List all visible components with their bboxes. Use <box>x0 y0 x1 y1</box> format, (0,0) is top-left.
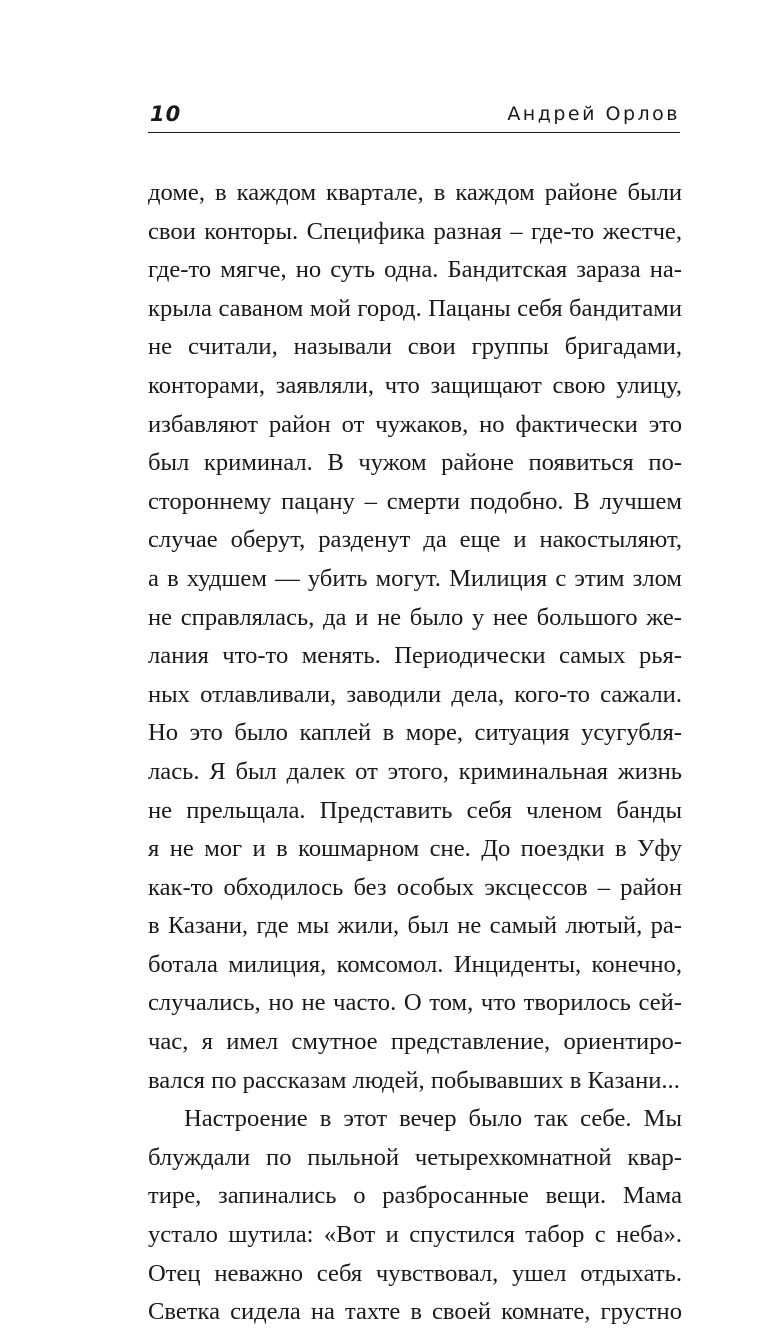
text-line: час, я имел смутное представление, ориентиро- <box>148 1028 682 1056</box>
text-line: ных отлавливали, заводили дела, кого-то сажали. <box>148 680 682 708</box>
text-line: где-то мягче, но суть одна. Бандитская зараза на- <box>148 256 682 284</box>
text-line: как-то обходилось без особых эксцессов – район <box>148 873 682 901</box>
text-line: был криминал. В чужом районе появиться по- <box>148 449 682 477</box>
text-line: устало шутила: «Вот и спустился табор с неба». <box>148 1221 682 1249</box>
text-line: Настроение в этот вечер было так себе. Мы <box>184 1105 682 1133</box>
text-line: избавляют район от чужаков, но фактически это <box>148 410 682 438</box>
text-line: свои конторы. Специфика разная – где-то жестче, <box>148 217 682 245</box>
text-line: лась. Я был далек от этого, криминальная жизнь <box>148 757 682 785</box>
text-line: я не мог и в кошмарном сне. До поездки в Уфу <box>148 835 682 863</box>
paragraph <box>148 174 682 1100</box>
text-line: случае оберут, разденут да еще и накостыляют, <box>148 526 682 554</box>
running-header <box>148 96 680 133</box>
text-line: Светка сидела на тахте в своей комнате, грустно <box>148 1298 682 1326</box>
paragraph <box>148 1100 682 1332</box>
text-line: вался по рассказам людей, побывавших в Казани... <box>148 1066 680 1094</box>
text-line: Отец неважно себя чувствовал, ушел отдыхать. <box>148 1259 682 1287</box>
page-number: 10 <box>150 102 182 126</box>
text-line: блуждали по пыльной четырехкомнатной квар- <box>148 1143 682 1171</box>
text-line: не прельщала. Представить себя членом банды <box>148 796 682 824</box>
text-line: ботала милиция, комсомол. Инциденты, конечно, <box>148 950 682 978</box>
body-text <box>148 174 682 1332</box>
running-title-author: Андрей Орлов <box>507 103 680 125</box>
text-line: крыла саваном мой город. Пацаны себя бандитами <box>148 294 682 322</box>
text-line: Но это было каплей в море, ситуация усугубля- <box>148 719 682 747</box>
text-line: конторами, заявляли, что защищают свою улицу, <box>148 371 682 399</box>
text-line: а в худшем — убить могут. Милиция с этим злом <box>148 564 682 592</box>
text-line: в Казани, где мы жили, был не самый лютый, ра- <box>148 912 682 940</box>
text-line: тире, запинались о разбросанные вещи. Мама <box>148 1182 682 1210</box>
text-line: случались, но не часто. О том, что творилось сей- <box>148 989 682 1017</box>
text-line: лания что-то менять. Периодически самых рья- <box>148 642 682 670</box>
text-line: стороннему пацану – смерти подобно. В лучшем <box>148 487 682 515</box>
text-line: не считали, называли свои группы бригадами, <box>148 333 682 361</box>
text-line: доме, в каждом квартале, в каждом районе были <box>148 179 682 206</box>
text-line: не справлялась, да и не было у нее большого же- <box>148 603 682 631</box>
